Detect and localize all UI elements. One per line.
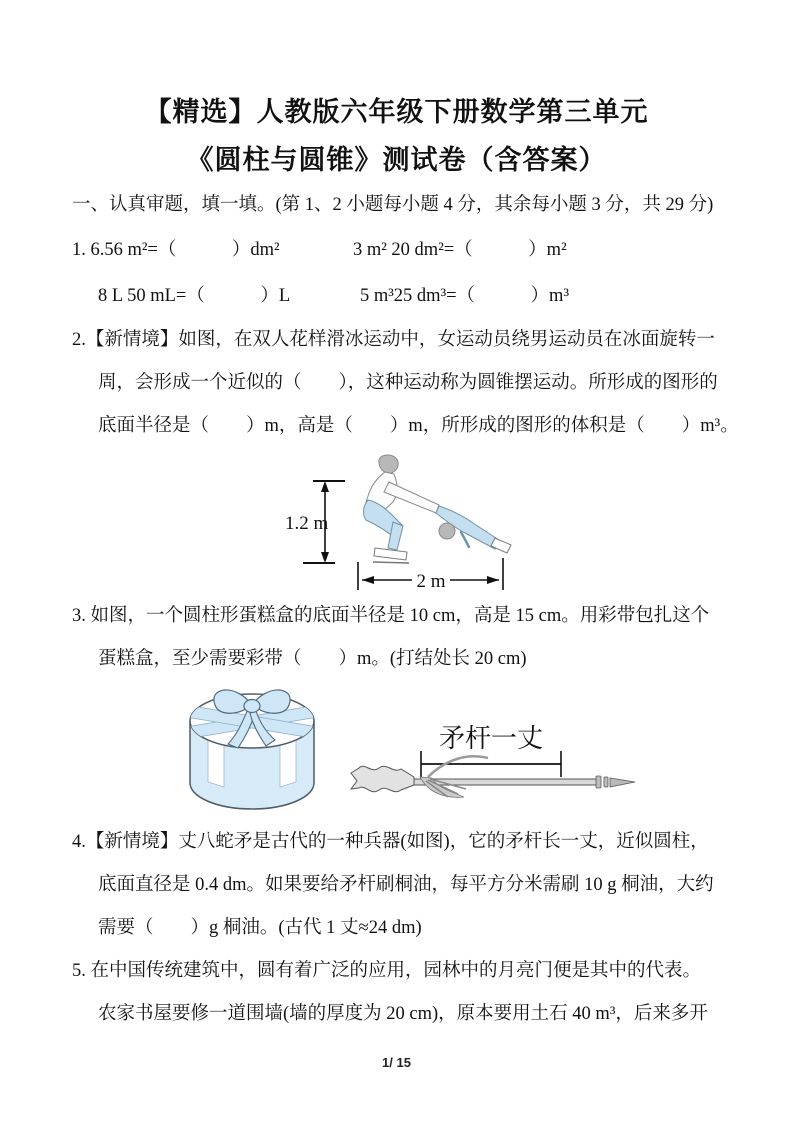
q4-line3: 需要（ ）g 桐油。(古代 1 丈≈24 dm) [98, 918, 422, 938]
q2-line1: 2.【新情境】如图，在双人花样滑冰运动中，女运动员绕男运动员在冰面旋转一 [72, 330, 715, 350]
spear-figure [348, 707, 638, 815]
q1-row1-right: 3 m² 20 dm²=（ ）m² [353, 240, 567, 260]
q1-row2-right: 5 m³25 dm³=（ ）m³ [360, 286, 569, 306]
female-skater-drawing [436, 506, 511, 553]
page-number: 1/ 15 [382, 1055, 411, 1070]
spear-shaft-label: 矛杆一丈 [438, 724, 544, 753]
q1-row1-left: 1. 6.56 m²=（ ）dm² [72, 240, 280, 260]
q4-line1: 4.【新情境】丈八蛇矛是古代的一种兵器(如图)，它的矛杆长一丈，近似圆柱， [72, 832, 709, 852]
q5-line1: 5. 在中国传统建筑中，圆有着广泛的应用，园林中的月亮门便是其中的代表。 [72, 961, 702, 981]
q1-row2-left: 8 L 50 mL=（ ）L [98, 286, 291, 306]
page-title-line1: 【精选】人教版六年级下册数学第三单元 [144, 97, 649, 127]
question-1 [72, 227, 721, 319]
question-3 [72, 595, 721, 681]
q1-row2 [72, 273, 721, 319]
q3-q4-figure-row [182, 681, 721, 821]
q5-line2: 农家书屋要修一道围墙(墙的厚度为 20 cm)，原本要用土石 40 m³，后来多开 [98, 1004, 708, 1024]
page-title-line2: 《圆柱与圆锥》测试卷（含答案） [186, 145, 607, 175]
gift-box-figure [182, 681, 322, 821]
question-4 [72, 821, 721, 950]
skaters-height-label: 1.2 m [285, 513, 329, 534]
q4-line2: 底面直径是 0.4 dm。如果要给矛杆刷桐油，每平方分米需刷 10 g 桐油，大约 [98, 875, 714, 895]
q2-line2: 周，会形成一个近似的（ ），这种运动称为圆锥摆运动。所形成的图形的 [98, 373, 718, 393]
question-5 [72, 950, 721, 1036]
q3-line2: 蛋糕盒，至少需要彩带（ ）m。(打结处长 20 cm) [98, 649, 527, 669]
male-skater-drawing [364, 455, 439, 563]
q3-line1: 3. 如图，一个圆柱形蛋糕盒的底面半径是 10 cm，高是 15 cm。用彩带包扎这个 [72, 606, 710, 626]
question-2 [72, 319, 739, 448]
skaters-figure [285, 450, 535, 595]
q2-line3: 底面半径是（ ）m，高是（ ）m，所形成的图形的体积是（ ）m³。 [98, 416, 739, 436]
q1-row1 [72, 227, 721, 273]
skaters-width-label: 2 m [416, 571, 446, 592]
section1-heading: 一、认真审题，填一填。(第 1、2 小题每小题 4 分，其余每小题 3 分，共 29 分) [72, 195, 714, 215]
